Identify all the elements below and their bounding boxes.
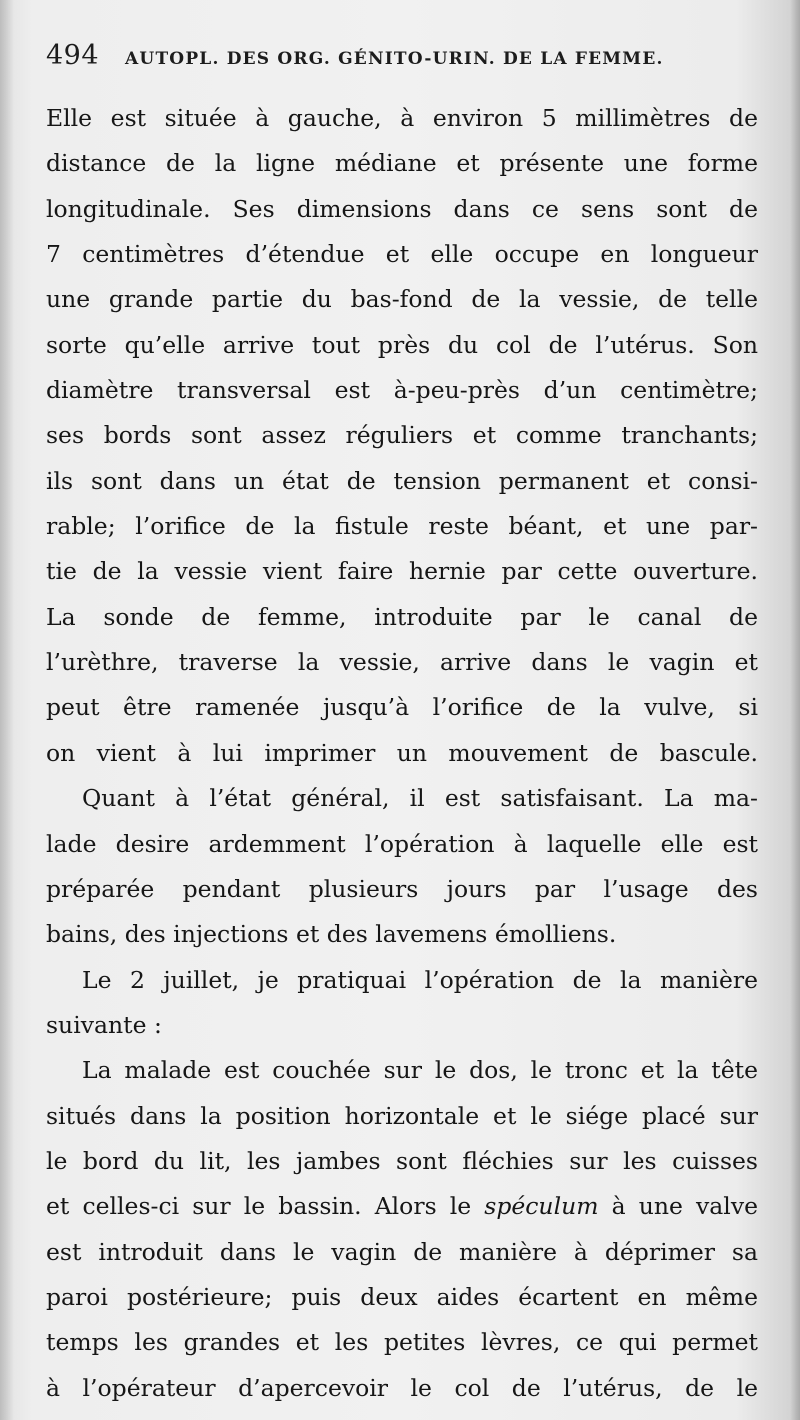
- page-header: [46, 40, 746, 80]
- text-line: La sonde de femme, introduite par le canal de: [46, 602, 758, 631]
- text-line: rable; l’orifice de la fistule reste béant, et une par-: [46, 512, 758, 541]
- text-line: Quant à l’état général, il est satisfaisant. La ma-: [82, 784, 758, 813]
- text-line: préparée pendant plusieurs jours par l’usage des: [46, 874, 758, 903]
- text-line: situés dans la position horizontale et le siége placé sur: [46, 1101, 758, 1130]
- italic-term: spéculum: [484, 1192, 599, 1221]
- body-text: [46, 96, 766, 1411]
- text-line: est introduit dans le vagin de manière à déprimer sa: [46, 1237, 758, 1266]
- text-line: à l’opérateur d’apercevoir le col de l’utérus, de le: [46, 1373, 758, 1402]
- text-line: le bord du lit, les jambes sont fléchies sur les cuisses: [46, 1146, 758, 1175]
- text-line: ils sont dans un état de tension permanent et consi-: [46, 466, 758, 495]
- text-line: La malade est couchée sur le dos, le tronc et la tête: [82, 1056, 758, 1085]
- text-line: l’urèthre, traverse la vessie, arrive dans le vagin et: [46, 648, 758, 677]
- text-line: peut être ramenée jusqu’à l’orifice de la vulve, si: [46, 693, 758, 722]
- text-line: bains, des injections et des lavemens émolliens.: [46, 920, 617, 949]
- text-line: lade desire ardemment l’opération à laquelle elle est: [46, 829, 758, 858]
- page-edge-shadow: [790, 0, 800, 1420]
- text-line: 7 centimètres d’étendue et elle occupe en longueur: [46, 240, 758, 269]
- page-number: 494: [46, 40, 100, 71]
- text-line: tie de la vessie vient faire hernie par cette ouverture.: [46, 557, 758, 586]
- text-line: paroi postérieure; puis deux aides écartent en même: [46, 1282, 758, 1311]
- text-line: ses bords sont assez réguliers et comme tranchants;: [46, 421, 758, 450]
- text-line: Le 2 juillet, je pratiquai l’opération de la manière: [82, 965, 758, 994]
- text-line: distance de la ligne médiane et présente une forme: [46, 149, 758, 178]
- text-line: une grande partie du bas-fond de la vessie, de telle: [46, 285, 758, 314]
- text-line: diamètre transversal est à-peu-près d’un centimètre;: [46, 376, 758, 405]
- text-line: et celles-ci sur le bassin. Alors le spéculum à une valve: [46, 1192, 758, 1221]
- running-head: AUTOPL. DES ORG. GÉNITO-URIN. DE LA FEMME.: [125, 49, 664, 69]
- text-line: sorte qu’elle arrive tout près du col de l’utérus. Son: [46, 330, 758, 359]
- text-line: suivante :: [46, 1010, 162, 1039]
- text-line: Elle est située à gauche, à environ 5 millimètres de: [46, 104, 758, 132]
- text-line: on vient à lui imprimer un mouvement de bascule.: [46, 738, 758, 767]
- text-line: temps les grandes et les petites lèvres, ce qui permet: [46, 1328, 758, 1357]
- page-gutter-shadow: [0, 0, 14, 1420]
- text-line: longitudinale. Ses dimensions dans ce sens sont de: [46, 194, 758, 223]
